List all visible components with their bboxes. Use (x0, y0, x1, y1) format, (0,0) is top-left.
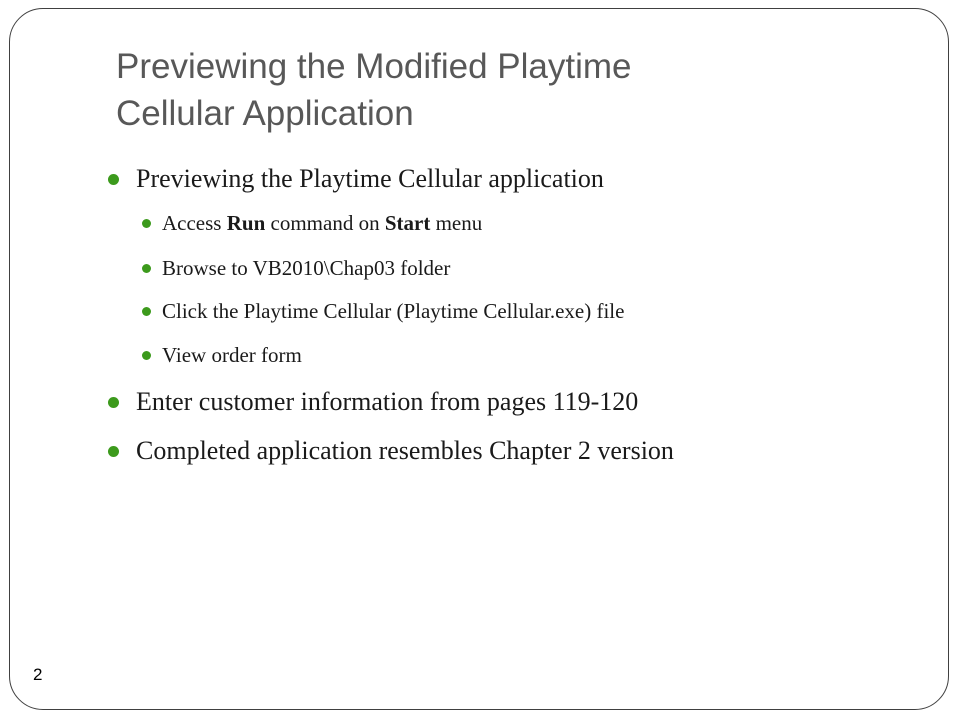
bullet-text: Click the Playtime Cellular (Playtime Cellular.exe) file (162, 299, 625, 323)
bold-text-start: Start (384, 211, 431, 235)
slide-frame (9, 8, 949, 710)
bullet-text: Enter customer information from pages 119-120 (136, 387, 639, 416)
bullet-dot-icon (142, 219, 151, 228)
bullet-dot-icon (142, 351, 151, 360)
sub-bullet-item (162, 211, 482, 235)
bullet-text: Completed application resembles Chapter 2 version (136, 436, 674, 465)
slide-title (116, 43, 916, 137)
bullet-dot-icon (108, 397, 119, 408)
slide-title-line-2: Cellular Application (116, 94, 414, 133)
bullet-dot-icon (108, 446, 119, 457)
text-fragment: Access (162, 211, 227, 235)
text-fragment: menu (430, 211, 483, 235)
sub-bullet-item (162, 343, 302, 367)
bullet-text: Browse to VB2010\Chap03 folder (162, 256, 451, 280)
bullet-dot-icon (142, 307, 151, 316)
page-number: 2 (33, 665, 43, 684)
slide-title-line-1: Previewing the Modified Playtime (116, 47, 632, 86)
bullet-dot-icon (142, 264, 151, 273)
bullet-item (136, 164, 604, 194)
bold-text-run: Run (226, 211, 266, 235)
sub-bullet-item (162, 299, 624, 323)
bullet-dot-icon (108, 174, 119, 185)
bullet-item (136, 436, 674, 466)
text-fragment: command on (265, 211, 385, 235)
bullet-text (162, 211, 482, 235)
bullet-text: View order form (162, 343, 302, 367)
bullet-item (136, 387, 638, 417)
sub-bullet-item (162, 256, 450, 280)
bullet-text: Previewing the Playtime Cellular application (136, 164, 604, 193)
